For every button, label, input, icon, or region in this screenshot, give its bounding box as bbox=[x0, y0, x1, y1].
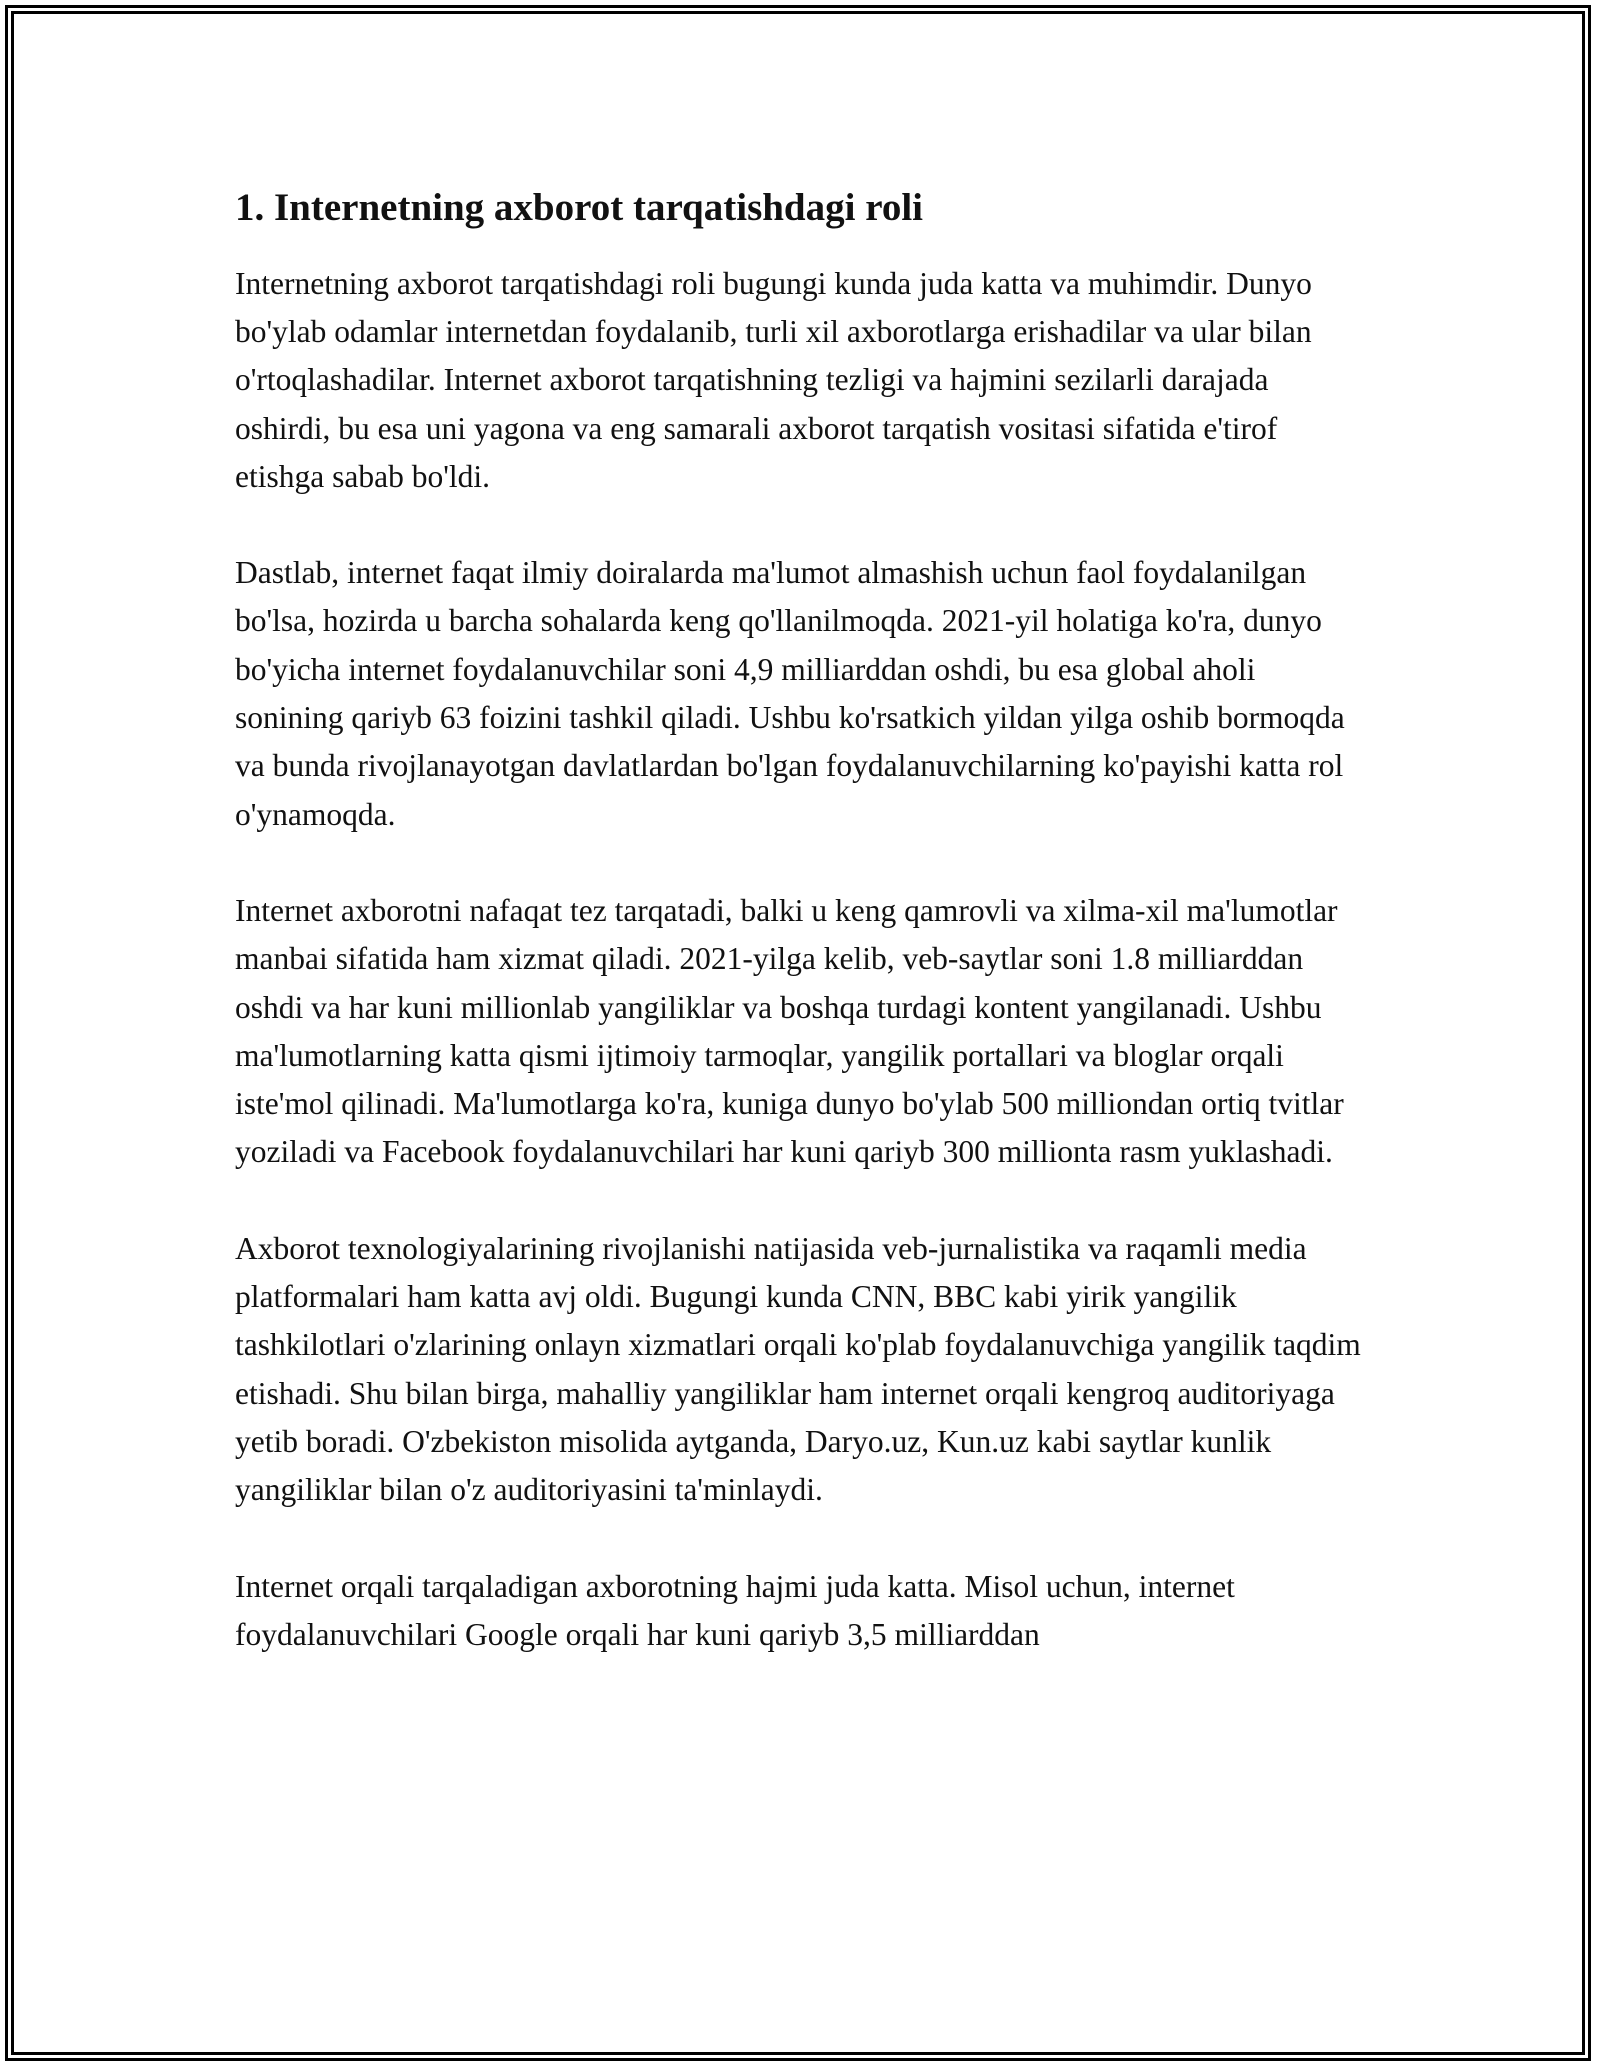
section-heading: 1. Internetning axborot tarqatishdagi roli bbox=[235, 186, 923, 229]
paragraph-1: Internetning axborot tarqatishdagi roli bugungi kunda juda katta va muhimdir. Dunyo bo'ylab odamlar internetdan foydalanib, turli xil axborotlarga erishadilar va ular bilan o'rtoqlashadilar. Internet axborot tarqatishning tezligi va hajmini sezilarli darajada oshirdi, bu esa uni yagona va eng samarali axborot tarqatish vositasi sifatida e'tirof etishga sabab bo'ldi. bbox=[235, 265, 1312, 494]
document-body bbox=[235, 183, 1365, 1707]
paragraph-5: Internet orqali tarqaladigan axborotning hajmi juda katta. Misol uchun, internet foydalanuvchilari Google orqali har kuni qariyb 3,5 milliarddan bbox=[235, 1568, 1235, 1652]
paragraph-2: Dastlab, internet faqat ilmiy doiralarda ma'lumot almashish uchun faol foydalanilgan bo'lsa, hozirda u barcha sohalarda keng qo'llanilmoqda. 2021-yil holatiga ko'ra, dunyo bo'yicha internet foydalanuvchilar soni 4,9 milliarddan oshdi, bu esa global aholi sonining qariyb 63 foizini tashkil qiladi. Ushbu ko'rsatkich yildan yilga oshib bormoqda va bunda rivojlanayotgan davlatlardan bo'lgan foydalanuvchilarning ko'payishi katta rol o'ynamoqda. bbox=[235, 555, 1345, 832]
paragraph-3: Internet axborotni nafaqat tez tarqatadi, balki u keng qamrovli va xilma-xil ma'lumotlar manbai sifatida ham xizmat qiladi. 2021-yilga kelib, veb-saytlar soni 1.8 milliarddan oshdi va har kuni millionlab yangiliklar va boshqa turdagi kontent yangilanadi. Ushbu ma'lumotlarning katta qismi ijtimoiy tarmoqlar, yangilik portallari va bloglar orqali iste'mol qilinadi. Ma'lumotlarga ko'ra, kuniga dunyo bo'ylab 500 milliondan ortiq tvitlar yoziladi va Facebook foydalanuvchilari har kuni qariyb 300 millionta rasm yuklashadi. bbox=[235, 892, 1344, 1170]
paragraph-4: Axborot texnologiyalarining rivojlanishi natijasida veb-jurnalistika va raqamli media platformalari ham katta avj oldi. Bugungi kunda CNN, BBC kabi yirik yangilik tashkilotlari o'zlarining onlayn xizmatlari orqali ko'plab foydalanuvchiga yangilik taqdim etishadi. Shu bilan birga, mahalliy yangiliklar ham internet orqali kengroq auditoriyaga yetib boradi. O'zbekiston misolida aytganda, Daryo.uz, Kun.uz kabi saytlar kunlik yangiliklar bilan o'z auditoriyasini ta'minlaydi. bbox=[235, 1230, 1361, 1508]
